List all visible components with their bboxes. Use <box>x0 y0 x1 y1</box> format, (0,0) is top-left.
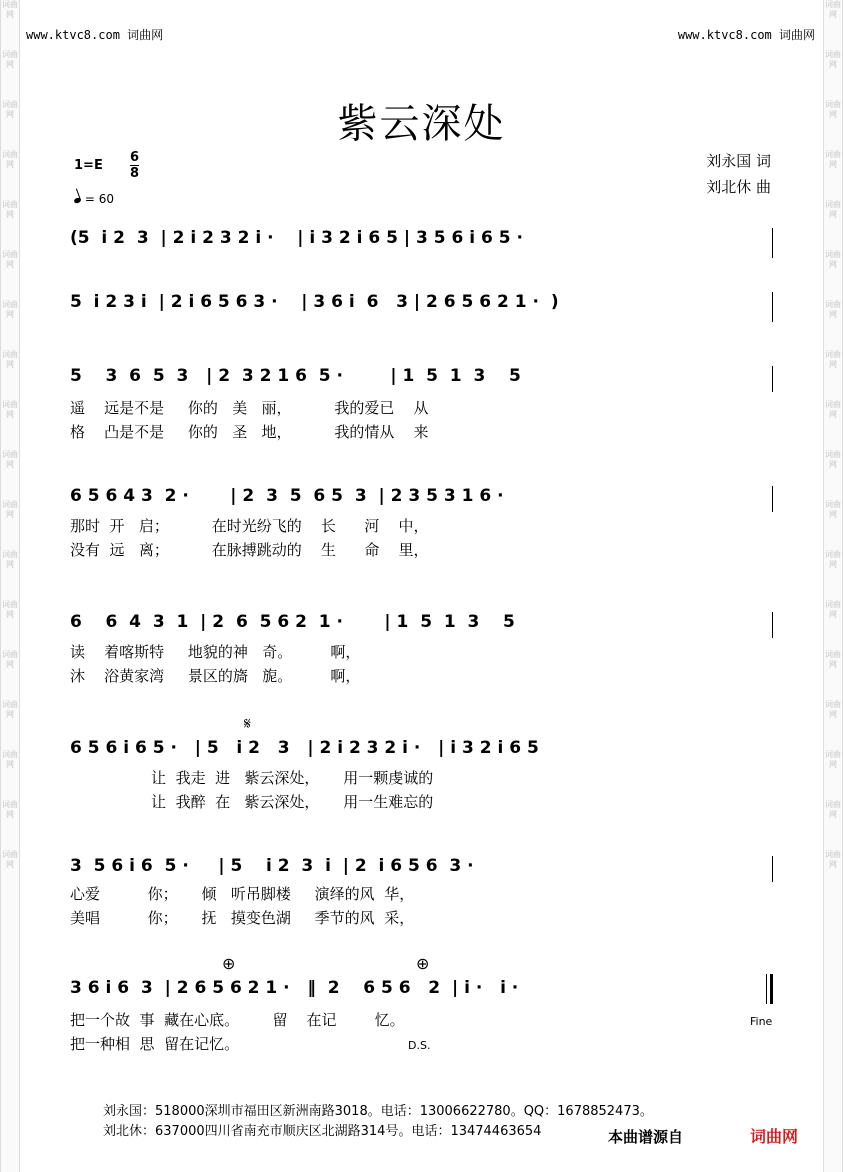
watermark-text: 词曲网 <box>2 400 18 419</box>
watermark-text: 词曲网 <box>2 100 18 119</box>
watermark-text: 词曲网 <box>825 500 841 519</box>
song-title: 紫云深处 <box>337 101 506 147</box>
footer-contact-composer: 刘北休：637000四川省南充市顺庆区北湖路314号。电话：13474463654 <box>103 1124 542 1139</box>
lyric-verse-1: 读 着喀斯特 地貌的神 奇。 啊， <box>70 643 361 661</box>
tempo-value: = 60 <box>84 192 114 206</box>
lyric-verse-2: 没有 远 离； 在脉搏跳动的 生 命 里， <box>70 541 429 559</box>
key-signature: 1=E <box>74 158 103 173</box>
footer-contact-lyricist: 刘永国：518000深圳市福田区新洲南路3018。电话：13006622780。QQ：1678852473。 <box>103 1104 653 1119</box>
barline <box>772 486 773 512</box>
watermark-text: 词曲网 <box>825 800 841 819</box>
notation-line: 3 5 6 i 6 5 · | 5 i 2 3 i | 2 i 6 5 6 3 · <box>70 856 474 876</box>
barline <box>772 366 773 392</box>
watermark-text: 词曲网 <box>825 400 841 419</box>
notation-line: 6 5 6 i 6 5 · | 5 i 2 3 | 2 i 2 3 2 i · | i 3 2 i 6 5 <box>70 738 539 758</box>
watermark-text: 词曲网 <box>2 350 18 369</box>
lyric-verse-1: 那时 开 启； 在时光纷飞的 长 河 中， <box>70 517 429 535</box>
watermark-text: 词曲网 <box>825 750 841 769</box>
watermark-text: 词曲网 <box>2 750 18 769</box>
watermark-text: 词曲网 <box>2 550 18 569</box>
lyric-verse-2: 美唱 你； 抚 摸变色湖 季节的风 采， <box>70 909 415 927</box>
notation-line: 5 3 6 5 3 | 2 3 2 1 6 5 · | 1 5 1 3 5 <box>70 366 521 386</box>
final-barline-thick <box>770 974 773 1004</box>
lyric-verse-2: 格 凸是不是 你的 圣 地， 我的情从 来 <box>70 423 429 441</box>
watermark-text: 词曲网 <box>825 250 841 269</box>
watermark-text: 词曲网 <box>2 650 18 669</box>
watermark-text: 词曲网 <box>2 0 18 19</box>
tempo-mark <box>74 192 114 206</box>
quarter-note-icon <box>73 197 81 204</box>
watermark-text: 词曲网 <box>2 250 18 269</box>
watermark-text: 词曲网 <box>825 550 841 569</box>
fine-mark: Fine <box>750 1015 773 1028</box>
notation-line: 3 6 i 6 3 | 2 6 5 6 2 1 · ‖ 2 6 5 6 2 | i · i · <box>70 978 519 998</box>
notation-line: 6 5 6 4 3 2 · | 2 3 5 6 5 3 | 2 3 5 3 1 6 · <box>70 486 504 506</box>
site-logo[interactable]: 词曲网 <box>750 1127 799 1146</box>
watermark-text: 词曲网 <box>825 850 841 869</box>
site-url-right[interactable]: www.ktvc8.com 词曲网 <box>677 28 815 42</box>
coda-sign: ⊕ <box>416 954 430 973</box>
watermark-text: 词曲网 <box>825 600 841 619</box>
segno-sign: 𝄋 <box>244 714 251 733</box>
watermark-text: 词曲网 <box>825 300 841 319</box>
watermark-text: 词曲网 <box>2 300 18 319</box>
meter-bottom: 8 <box>130 166 140 181</box>
final-barline-thin <box>766 974 767 1004</box>
lyric-verse-1: 遥 远是不是 你的 美 丽， 我的爱已 从 <box>70 399 429 417</box>
watermark-text: 词曲网 <box>825 350 841 369</box>
composer-credit: 刘北休 曲 <box>706 178 771 196</box>
watermark-text: 词曲网 <box>2 150 18 169</box>
watermark-text: 词曲网 <box>2 50 18 69</box>
lyricist-credit: 刘永国 词 <box>706 152 771 170</box>
ds-mark: D.S. <box>408 1039 431 1052</box>
meter-top: 6 <box>130 150 140 165</box>
watermark-text: 词曲网 <box>825 200 841 219</box>
source-label: 本曲谱源自 <box>604 1126 687 1147</box>
notation-line: 5 i 2 3 i | 2 i 6 5 6 3 · | 3 6 i 6 3 | 2 6 5 6 2 1 · ) <box>70 292 559 312</box>
watermark-text: 词曲网 <box>825 150 841 169</box>
barline <box>772 856 773 882</box>
watermark-text: 词曲网 <box>825 700 841 719</box>
time-signature <box>130 150 139 181</box>
notation-line: (5 i 2 3 | 2 i 2 3 2 i · | i 3 2 i 6 5 | 3 5 6 i 6 5 · <box>70 228 523 248</box>
watermark-text: 词曲网 <box>2 850 18 869</box>
watermark-text: 词曲网 <box>2 450 18 469</box>
watermark-text: 词曲网 <box>2 600 18 619</box>
watermark-text: 词曲网 <box>2 700 18 719</box>
watermark-text: 词曲网 <box>825 650 841 669</box>
barline <box>772 228 773 258</box>
lyric-verse-2: 把一种相 思 留在记忆。 <box>70 1035 240 1053</box>
barline <box>772 292 773 322</box>
watermark-text: 词曲网 <box>2 800 18 819</box>
watermark-text: 词曲网 <box>825 100 841 119</box>
lyric-verse-2: 沐 浴黄家湾 景区的旖 旎。 啊， <box>70 667 361 685</box>
watermark-text: 词曲网 <box>825 450 841 469</box>
lyric-verse-1: 让 我走 进 紫云深处， 用一颗虔诚的 <box>70 769 434 787</box>
notation-line: 6 6 4 3 1 | 2 6 5 6 2 1 · | 1 5 1 3 5 <box>70 612 515 632</box>
right-watermark-strip <box>823 0 843 1172</box>
watermark-text: 词曲网 <box>2 500 18 519</box>
lyric-verse-1: 把一个故 事 藏在心底。 留 在记 忆。 <box>70 1011 405 1029</box>
coda-sign: ⊕ <box>222 954 236 973</box>
left-watermark-strip <box>0 0 20 1172</box>
barline <box>772 612 773 638</box>
site-url-left[interactable]: www.ktvc8.com 词曲网 <box>26 28 164 42</box>
watermark-text: 词曲网 <box>2 200 18 219</box>
watermark-text: 词曲网 <box>825 0 841 19</box>
lyric-verse-1: 心爱 你； 倾 听吊脚楼 演绎的风 华， <box>70 885 415 903</box>
watermark-text: 词曲网 <box>825 50 841 69</box>
lyric-verse-2: 让 我醉 在 紫云深处， 用一生难忘的 <box>70 793 434 811</box>
